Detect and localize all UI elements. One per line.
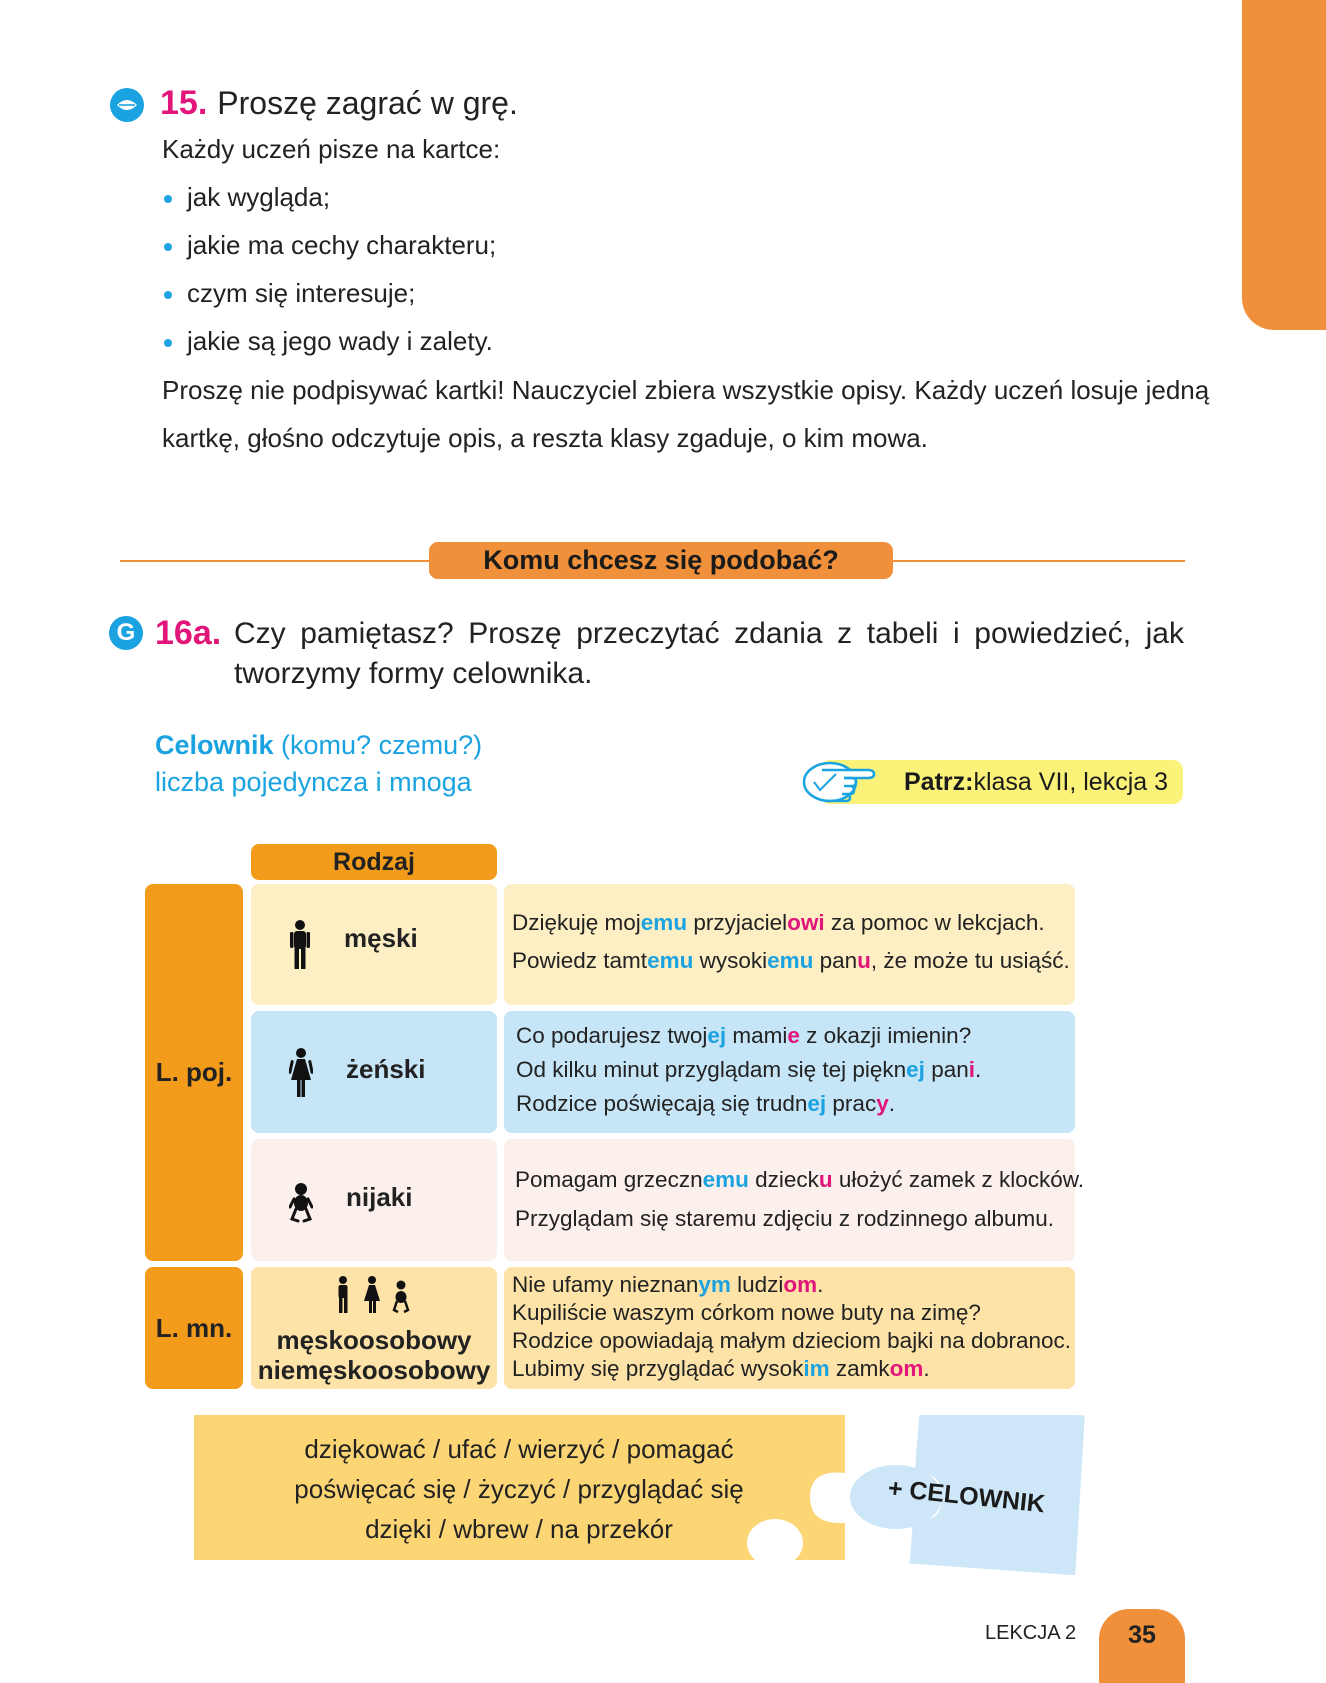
bullet-item: czym się interesuje; (187, 278, 416, 308)
sentence-fragment: prac (826, 1091, 877, 1116)
sentence-fragment: . (923, 1356, 930, 1381)
instruction-line: kartkę, głośno odczytuje opis, a reszta klasy zgaduje, o kim mowa. (162, 423, 928, 453)
plural-examples (504, 1267, 1075, 1389)
sentence-fragment: przyjaciel (687, 910, 788, 935)
plural-genders (251, 1325, 497, 1385)
sentence-fragment: Kupiliście waszym córkom nowe buty na zimę? (512, 1300, 981, 1325)
sentence-fragment: z okazji imienin? (799, 1023, 972, 1048)
ending-noun: om (889, 1356, 924, 1381)
sentence-fragment: . (817, 1272, 824, 1297)
sentence-fragment: Rodzice opowiadają małym dzieciom bajki na dobranoc. (512, 1328, 1072, 1353)
example-sentence (512, 948, 1070, 974)
verbs-line: poświęcać się / życzyć / przyglądać się (294, 1474, 744, 1504)
bullet-icon (164, 195, 172, 203)
ending-adjective: ej (906, 1057, 925, 1082)
example-sentence (516, 1057, 981, 1083)
instruction-line: Proszę nie podpisywać kartki! Nauczyciel zbiera wszystkie opisy. Każdy uczeń losuje jedną (162, 375, 1210, 405)
example-sentence (512, 1356, 930, 1382)
sentence-fragment: mami (726, 1023, 788, 1048)
neuter-examples (504, 1139, 1084, 1261)
sentence-fragment: Lubimy się przyglądać wysok (512, 1356, 804, 1381)
ending-noun: u (857, 948, 871, 973)
sentence-fragment: Przyglądam się staremu zdjęciu z rodzinnego albumu. (515, 1206, 1055, 1231)
page-tab (1242, 0, 1326, 330)
bullet-item: jakie są jego wady i zalety. (187, 326, 493, 356)
non-masculine-personal-label: niemęskoosobowy (257, 1355, 491, 1385)
masculine-label: męski (344, 923, 418, 953)
example-sentence (515, 1206, 1054, 1232)
plural-label: L. mn. (145, 1267, 243, 1389)
ending-adjective: ej (707, 1023, 727, 1048)
bullet-icon (164, 243, 172, 251)
sentence-fragment: Od kilku minut przyglądam się tej piękn (516, 1057, 907, 1082)
sentence-fragment: . (975, 1057, 982, 1082)
celownik-verbs (194, 1429, 844, 1549)
bullet-item: jak wygląda; (187, 182, 331, 212)
child-icon (289, 1183, 313, 1223)
ending-noun: e (787, 1023, 800, 1048)
ending-noun: om (783, 1272, 818, 1297)
sentence-fragment: Rodzice poświęcają się trudn (516, 1091, 808, 1116)
example-sentence (512, 1272, 823, 1298)
celownik-heading (155, 730, 482, 761)
example-sentence (512, 1328, 1071, 1354)
neuter-label: nijaki (346, 1182, 413, 1212)
sentence-fragment: dzieck (748, 1167, 819, 1192)
example-sentence (516, 1091, 895, 1117)
sentence-fragment: Nie ufamy nieznan (512, 1272, 699, 1297)
sentence-fragment: . (888, 1091, 895, 1116)
neuter-cell (251, 1139, 497, 1261)
bullet-icon (164, 339, 172, 347)
speaking-icon (110, 88, 144, 122)
example-sentence (512, 1300, 981, 1326)
ending-noun: i (968, 1057, 975, 1082)
ending-adjective: emu (767, 948, 814, 973)
exercise-intro: Każdy uczeń pisze na kartce: (162, 134, 501, 164)
ending-adjective: emu (640, 910, 688, 935)
plural-gender-cell (251, 1267, 497, 1389)
sentence-fragment: Pomagam grzeczn (515, 1167, 703, 1192)
feminine-label: żeński (346, 1054, 426, 1084)
bullet-icon (164, 291, 172, 299)
section-title: Komu chcesz się podobać? (429, 542, 893, 579)
masculine-cell (251, 884, 497, 1005)
woman-icon (289, 1048, 313, 1098)
sentence-fragment: Dziękuję moj (512, 910, 641, 935)
feminine-examples (504, 1011, 1075, 1133)
ending-adjective: emu (702, 1167, 749, 1192)
sentence-fragment: zamk (829, 1356, 890, 1381)
people-icon (334, 1276, 414, 1314)
celownik-tag: + CELOWNIK (886, 1474, 1047, 1519)
exercise-number: 16a. (155, 614, 222, 652)
feminine-cell (251, 1011, 497, 1133)
sentence-fragment: , że może tu usiąść. (870, 948, 1070, 973)
exercise-title: tworzymy formy celownika. (234, 657, 593, 690)
example-sentence (516, 1023, 971, 1049)
example-sentence (512, 910, 1045, 936)
sentence-fragment: Co podarujesz twoj (516, 1023, 708, 1048)
singular-label: L. poj. (145, 884, 243, 1261)
masculine-examples (504, 884, 1075, 1005)
sentence-fragment: ludzi (730, 1272, 784, 1297)
ending-noun: u (818, 1167, 833, 1192)
pointing-hand-icon (800, 760, 880, 809)
page-number: 35 (1099, 1609, 1185, 1683)
example-sentence (515, 1167, 1084, 1193)
exercise-title: Czy pamiętasz? Proszę przeczytać zdania z tabeli i powiedzieć, jak (234, 617, 1184, 650)
celownik-title: Celownik (155, 730, 274, 760)
ending-noun: owi (787, 910, 825, 935)
bullet-item: jakie ma cechy charakteru; (187, 230, 497, 260)
verbs-line: dziękować / ufać / wierzyć / pomagać (304, 1434, 734, 1464)
ending-adjective: im (803, 1356, 830, 1381)
exercise-number: 15. (160, 84, 208, 122)
grammar-icon: G (109, 616, 143, 650)
sentence-fragment: pan (813, 948, 858, 973)
ending-adjective: ej (807, 1091, 827, 1116)
celownik-question: (komu? czemu?) (273, 730, 483, 760)
sentence-fragment: wysoki (693, 948, 768, 973)
prepositions-line: dzięki / wbrew / na przekór (365, 1514, 673, 1544)
sentence-fragment: ułożyć zamek z klocków. (832, 1167, 1084, 1192)
lesson-label: LEKCJA 2 (985, 1622, 1077, 1644)
masculine-personal-label: męskoosobowy (276, 1325, 472, 1355)
ending-adjective: emu (647, 948, 694, 973)
exercise-title: Proszę zagrać w grę. (217, 85, 518, 121)
sentence-fragment: Powiedz tamt (512, 948, 648, 973)
reference-text: klasa VII, lekcja 3 (973, 767, 1168, 796)
celownik-subtitle: liczba pojedyncza i mnoga (155, 767, 472, 797)
ending-noun: y (876, 1091, 889, 1116)
man-icon (289, 920, 311, 970)
reference-label: Patrz: (904, 767, 974, 796)
sentence-fragment: pan (924, 1057, 969, 1082)
ending-adjective: ym (698, 1272, 731, 1297)
exercise-15-heading (160, 84, 518, 123)
sentence-fragment: za pomoc w lekcjach. (824, 910, 1045, 935)
rodzaj-header: Rodzaj (251, 844, 497, 880)
